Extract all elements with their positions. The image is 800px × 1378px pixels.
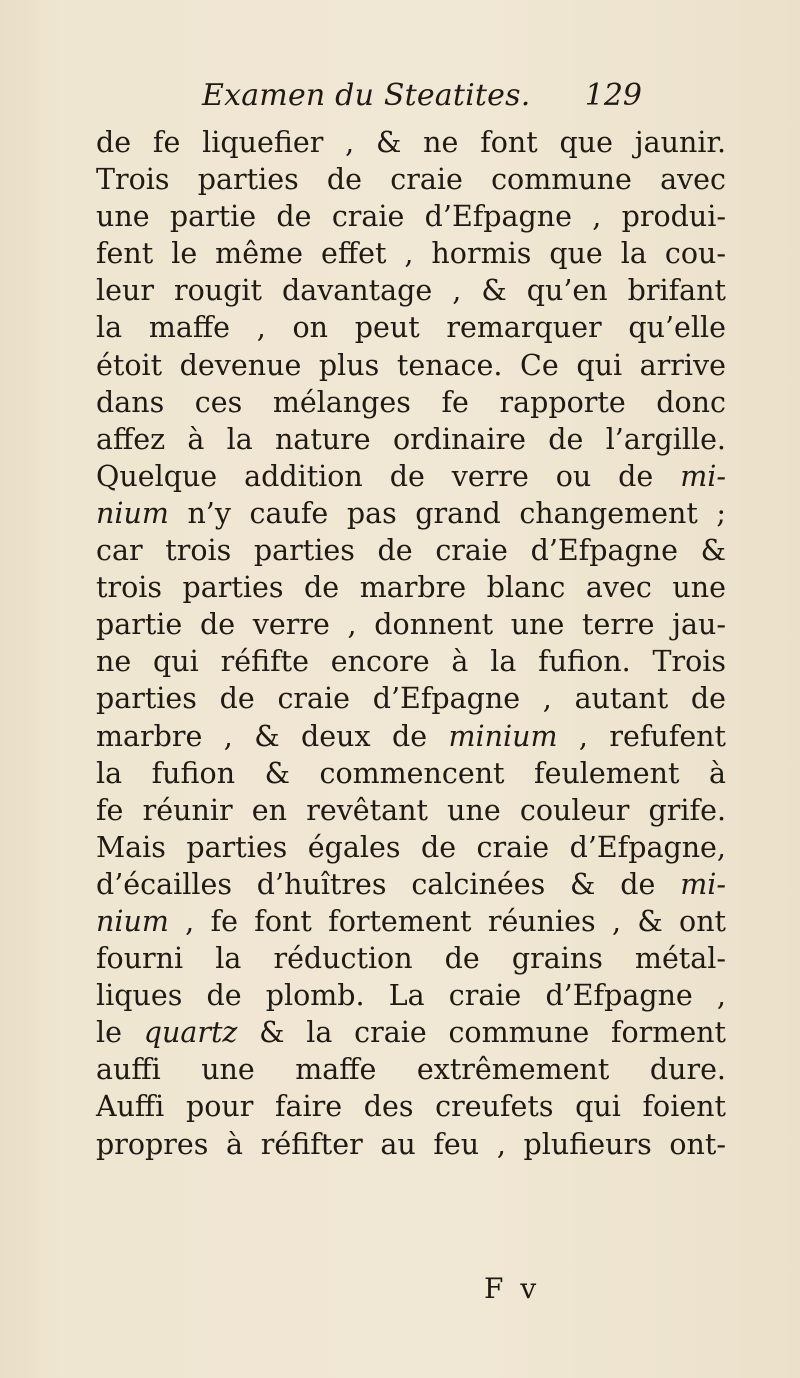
italic-text-segment: nium [96, 904, 169, 938]
text-line [96, 124, 726, 161]
text-segment: affez à la nature ordinaire de l’argille. [96, 422, 726, 456]
text-line [96, 718, 726, 755]
text-line [96, 569, 726, 606]
text-line [96, 384, 726, 421]
text-segment: marbre , & deux de [96, 719, 449, 753]
page-header [202, 78, 642, 122]
text-line [96, 680, 726, 717]
text-line [96, 198, 726, 235]
text-segment: dans ces mélanges fe rapporte donc [96, 385, 726, 419]
text-line [96, 903, 726, 940]
text-segment: Mais parties égales de craie d’Efpagne, [96, 830, 726, 864]
text-line [96, 977, 726, 1014]
text-segment: étoit devenue plus tenace. Ce qui arrive [96, 348, 726, 382]
text-line [96, 866, 726, 903]
text-line [96, 1088, 726, 1125]
text-segment: ne qui réfifte encore à la fufion. Trois [96, 645, 726, 679]
text-segment: auffi une maffe extrêmement dure. [96, 1053, 726, 1087]
italic-text-segment: nium [96, 496, 169, 530]
page-number: 129 [584, 78, 642, 113]
signature-mark: F v [484, 1272, 541, 1305]
text-segment: Auffi pour faire des creufets qui foient [96, 1090, 726, 1124]
text-line [96, 829, 726, 866]
body-text [96, 124, 726, 1163]
text-line [96, 309, 726, 346]
text-segment: fe réunir en revêtant une couleur grife. [96, 793, 726, 827]
italic-text-segment: quartz [143, 1016, 238, 1050]
italic-text-segment: mi- [680, 867, 726, 901]
text-line [96, 643, 726, 680]
text-line [96, 272, 726, 309]
running-title: Examen du Steatites. [202, 78, 531, 113]
text-segment: car trois parties de craie d’Efpagne & [96, 534, 726, 568]
text-segment: Quelque addition de verre ou de [96, 459, 681, 493]
text-segment: une partie de craie d’Efpagne , produi- [96, 200, 726, 234]
text-line [96, 1051, 726, 1088]
text-segment: parties de craie d’Efpagne , autant de [96, 682, 726, 716]
italic-text-segment: minium [448, 719, 558, 753]
text-line [96, 1014, 726, 1051]
italic-text-segment: mi- [680, 459, 726, 493]
text-line [96, 235, 726, 272]
text-line [96, 347, 726, 384]
text-segment: fent le même effet , hormis que la cou- [96, 237, 726, 271]
text-segment: Trois parties de craie commune avec [96, 163, 726, 197]
text-segment: , fe font fortement réunies , & ont [168, 904, 726, 938]
text-segment: de fe liquefier , & ne font que jaunir. [96, 126, 726, 159]
text-line [96, 1126, 726, 1163]
text-line [96, 458, 726, 495]
text-line [96, 161, 726, 198]
text-segment: , refufent [557, 719, 726, 753]
text-segment: d’écailles d’huîtres calcinées & de [96, 867, 681, 901]
text-segment: leur rougit davantage , & qu’en brifant [96, 274, 726, 308]
text-segment: le [96, 1016, 144, 1050]
text-line [96, 495, 726, 532]
text-line [96, 940, 726, 977]
text-line [96, 792, 726, 829]
text-line [96, 755, 726, 792]
text-segment: liques de plomb. La craie d’Efpagne , [96, 979, 726, 1013]
text-segment: & la craie commune forment [237, 1016, 726, 1050]
text-segment: la fufion & commencent feulement à [96, 756, 726, 790]
text-line [96, 532, 726, 569]
text-segment: fourni la réduction de grains métal- [96, 942, 726, 976]
text-segment: n’y caufe pas grand changement ; [168, 496, 726, 530]
text-line [96, 606, 726, 643]
text-segment: propres à réfifter au feu , plufieurs ont- [96, 1127, 726, 1161]
text-segment: partie de verre , donnent une terre jau- [96, 608, 726, 642]
text-segment: la maffe , on peut remarquer qu’elle [96, 311, 726, 345]
text-line [96, 421, 726, 458]
text-segment: trois parties de marbre blanc avec une [96, 571, 726, 605]
